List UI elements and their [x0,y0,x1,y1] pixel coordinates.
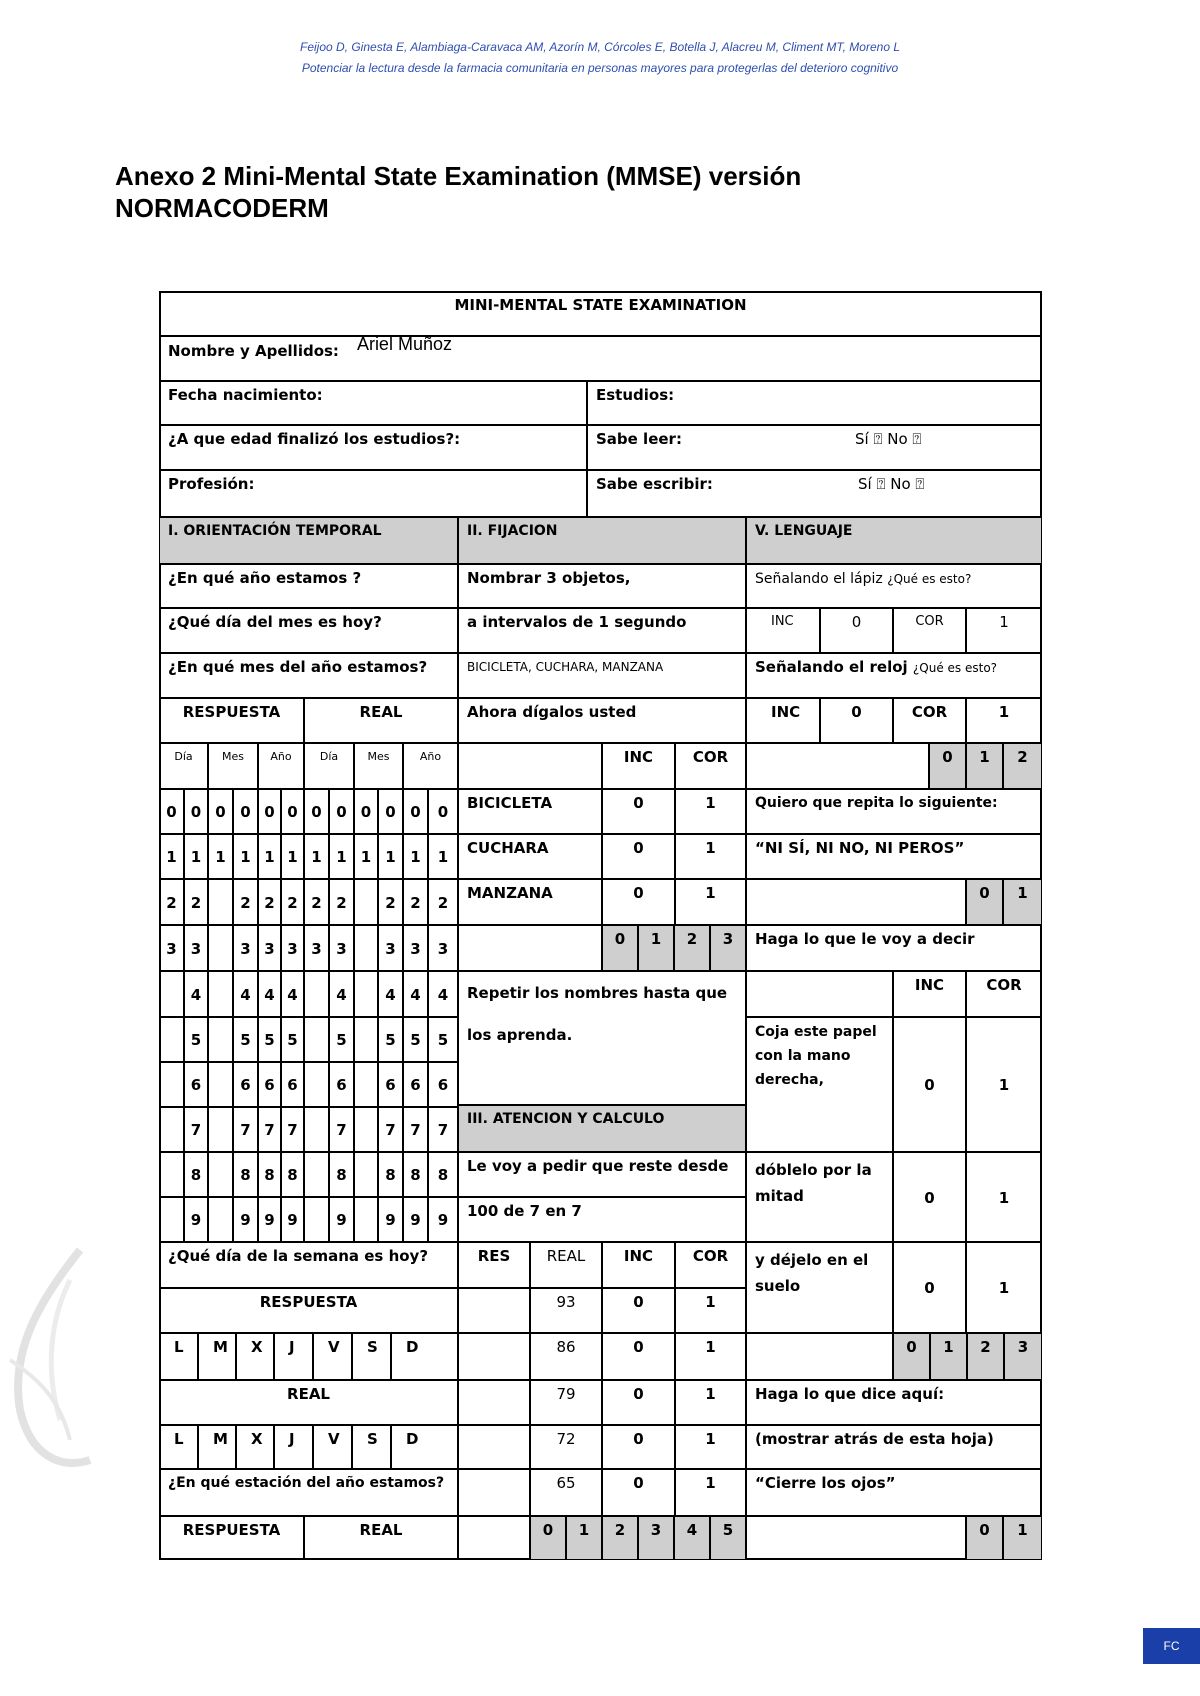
calc-score-option[interactable]: 1 [566,1516,602,1560]
calc-instruction-1: Le voy a pedir que reste desde [458,1152,746,1197]
date-digit-cell[interactable] [304,971,329,1017]
date-digit-cell[interactable]: 3 [304,925,329,971]
calc-inc-cell[interactable]: 0 [602,1333,675,1380]
date-digit-cell[interactable]: 4 [329,971,354,1017]
name-label: Nombre y Apellidos: [168,342,339,360]
date-digit-cell[interactable]: 7 [378,1107,403,1152]
date-digit-cell[interactable] [208,1152,233,1197]
q-month: ¿En qué mes del año estamos? [159,653,458,698]
date-digit-cell[interactable]: 0 [208,789,233,834]
date-digit-cell[interactable]: 5 [403,1017,428,1062]
date-digit-cell[interactable]: 7 [329,1107,354,1152]
date-digit-cell[interactable]: 6 [329,1062,354,1107]
q-day-of-month: ¿Qué día del mes es hoy? [159,608,458,653]
date-digit-cell[interactable] [354,971,378,1017]
authors-line: Feijoo D, Ginesta E, Alambiaga-Caravaca AM, Azorín M, Córcoles E, Botella J, Alacreu M, Climent MT, Moreno L [300,40,900,54]
date-digit-cell[interactable]: 4 [281,971,304,1017]
section-language-header: V. LENGUAJE [746,517,1042,564]
fixation-cor-cell[interactable]: 1 [675,834,746,879]
date-digit-cell[interactable]: 5 [329,1017,354,1062]
date-digit-cell[interactable]: 5 [233,1017,258,1062]
calc-inc-cell[interactable]: 0 [602,1469,675,1516]
date-digit-cell[interactable]: 8 [281,1152,304,1197]
lang-take-paper-cor[interactable]: 1 [966,1017,1042,1152]
calc-real-header: REAL [530,1242,602,1288]
fixation-score-option[interactable]: 0 [602,925,638,971]
calc-score-option[interactable]: 0 [530,1516,566,1560]
date-digit-cell[interactable] [304,1152,329,1197]
lang-read-score-option[interactable]: 1 [1003,1516,1042,1560]
date-digit-cell[interactable]: 0 [329,789,354,834]
date-digit-cell[interactable]: 9 [403,1197,428,1242]
lang-command-cor-header: COR [966,971,1042,1017]
calc-score-option[interactable]: 4 [674,1516,710,1560]
date-digit-cell[interactable]: 0 [281,789,304,834]
date-digit-cell[interactable] [208,1197,233,1242]
lang-take-paper-inc[interactable]: 0 [893,1017,966,1152]
lang-command-instruction: Haga lo que le voy a decir [746,925,1042,971]
date-digit-cell[interactable]: 6 [233,1062,258,1107]
date-digit-cell[interactable]: 1 [159,834,184,879]
date-digit-cell[interactable]: 3 [184,925,208,971]
calc-real-value: 72 [530,1425,602,1469]
date-digit-cell[interactable]: 2 [329,879,354,925]
date-digit-cell[interactable]: 0 [233,789,258,834]
season-respuesta-header: RESPUESTA [159,1516,304,1560]
date-digit-cell[interactable]: 9 [281,1197,304,1242]
date-digit-cell[interactable]: 7 [233,1107,258,1152]
date-digit-cell[interactable] [208,1107,233,1152]
date-digit-cell[interactable]: 2 [159,879,184,925]
lang-read-instruction: Haga lo que dice aquí: [746,1380,1042,1425]
date-digit-cell[interactable]: 4 [258,971,281,1017]
profession-field[interactable]: Profesión: [159,470,587,517]
lang-repeat-instruction: Quiero que repita lo siguiente: [746,789,1042,834]
section-orientation-header: I. ORIENTACIÓN TEMPORAL [159,517,458,564]
date-digit-cell[interactable]: 4 [233,971,258,1017]
calc-res-header: RES [458,1242,530,1288]
fixation-object: MANZANA [458,879,602,925]
weekday-option[interactable]: J [274,1333,313,1380]
calc-real-value: 86 [530,1333,602,1380]
fixation-score-blank [458,925,602,971]
calc-score-blank [458,1516,530,1560]
date-digit-cell[interactable]: 8 [428,1152,458,1197]
watermark-logo [0,1240,110,1480]
date-digit-cell[interactable] [354,1197,378,1242]
date-digit-cell[interactable]: 1 [258,834,281,879]
lang-watch-q: ¿Qué es esto? [912,661,998,675]
calc-res-cell[interactable] [458,1425,530,1469]
date-digit-cell[interactable] [159,1197,184,1242]
lang-watch-cor[interactable]: 1 [966,698,1042,743]
weekday-respuesta-header: RESPUESTA [159,1288,458,1333]
lang-pencil-inc-label: INC [746,608,820,653]
date-digit-cell[interactable]: 3 [233,925,258,971]
lang-pencil-q: ¿Qué es esto? [887,572,972,586]
repeat-line-2: los aprenda. [467,1026,573,1044]
lang-pencil-inc[interactable]: 0 [820,608,893,653]
can-read-field[interactable] [587,425,1042,470]
lang-fold: dóblelo por la mitad [746,1152,893,1242]
calc-real-value: 93 [530,1288,602,1333]
date-digit-cell[interactable]: 7 [281,1107,304,1152]
calc-res-cell[interactable] [458,1333,530,1380]
weekday-real-option[interactable]: M [198,1425,236,1469]
date-digit-cell[interactable] [159,971,184,1017]
lang-repeat-phrase: “NI SÍ, NI NO, NI PEROS” [746,834,1042,879]
date-digit-cell[interactable]: 8 [378,1152,403,1197]
weekday-real-option[interactable]: V [313,1425,352,1469]
date-digit-cell[interactable] [208,1062,233,1107]
lang-naming-score-option[interactable]: 0 [929,743,966,789]
calc-res-cell[interactable] [458,1469,530,1516]
date-digit-cell[interactable]: 6 [403,1062,428,1107]
date-digit-cell[interactable]: 3 [329,925,354,971]
lang-naming-score-blank [746,743,929,789]
lang-show-back: (mostrar atrás de esta hoja) [746,1425,1042,1469]
lang-command-score-blank [746,1333,893,1380]
date-digit-cell[interactable]: 2 [281,879,304,925]
date-digit-cell[interactable]: 3 [159,925,184,971]
date-digit-cell[interactable] [354,925,378,971]
date-digit-cell[interactable]: 6 [378,1062,403,1107]
date-digit-cell[interactable] [304,1197,329,1242]
fixation-instruction-1: Nombrar 3 objetos, [458,564,746,608]
fixation-score-option[interactable]: 1 [638,925,674,971]
date-digit-cell[interactable]: 7 [184,1107,208,1152]
calc-inc-cell[interactable]: 0 [602,1425,675,1469]
write-label: Sabe escribir: [596,475,713,493]
lang-watch-question [746,653,1042,698]
date-digit-cell[interactable]: 0 [378,789,403,834]
calc-res-cell[interactable] [458,1288,530,1333]
q-season: ¿En qué estación del año estamos? [159,1469,458,1516]
fixation-inc-header: INC [602,743,675,789]
date-digit-cell[interactable]: 1 [208,834,233,879]
fixation-inc-cell[interactable]: 0 [602,879,675,925]
date-digit-cell[interactable] [304,1062,329,1107]
date-column-header: Día [159,743,208,789]
fixation-inc-cell[interactable]: 0 [602,789,675,834]
date-digit-cell[interactable]: 9 [233,1197,258,1242]
date-digit-cell[interactable] [304,1017,329,1062]
footer-badge: FC [1143,1628,1200,1664]
weekday-option[interactable]: X [236,1333,274,1380]
lang-read-score-option[interactable]: 0 [966,1516,1003,1560]
repeat-line-1: Repetir los nombres hasta que [467,984,728,1002]
calc-cor-cell[interactable]: 1 [675,1469,746,1516]
date-digit-cell[interactable]: 0 [428,789,458,834]
lang-watch-inc[interactable]: 0 [820,698,893,743]
birth-date-field[interactable]: Fecha nacimiento: [159,381,587,425]
date-digit-cell[interactable] [354,1152,378,1197]
section-attention-header: III. ATENCION Y CALCULO [458,1105,746,1152]
calc-real-value: 65 [530,1469,602,1516]
lang-pencil-cor[interactable]: 1 [966,608,1042,653]
fixation-instruction-3: Ahora dígalos usted [458,698,746,743]
weekday-option[interactable]: V [313,1333,352,1380]
lang-pencil-question [746,564,1042,608]
date-digit-cell[interactable]: 8 [258,1152,281,1197]
weekday-option[interactable]: S [352,1333,391,1380]
date-digit-cell[interactable] [159,1062,184,1107]
calc-cor-cell[interactable]: 1 [675,1288,746,1333]
lang-command-score-option[interactable]: 2 [967,1333,1004,1380]
date-column-header: Mes [208,743,258,789]
weekday-real-option[interactable]: S [352,1425,391,1469]
lang-watch-inc-label: INC [746,698,820,743]
date-digit-cell[interactable]: 4 [428,971,458,1017]
fixation-cor-header: COR [675,743,746,789]
date-digit-cell[interactable] [354,1017,378,1062]
fixation-objects: BICICLETA, CUCHARA, MANZANA [458,653,746,698]
lang-command-score-option[interactable]: 0 [893,1333,930,1380]
date-digit-cell[interactable]: 6 [281,1062,304,1107]
respuesta-header: RESPUESTA [159,698,304,743]
date-digit-cell[interactable] [208,1017,233,1062]
date-digit-cell[interactable]: 2 [233,879,258,925]
date-digit-cell[interactable]: 6 [258,1062,281,1107]
date-digit-cell[interactable]: 0 [184,789,208,834]
calc-real-value: 79 [530,1380,602,1425]
fixation-object: CUCHARA [458,834,602,879]
lang-floor: y déjelo en el suelo [746,1242,893,1333]
calc-cor-cell[interactable]: 1 [675,1425,746,1469]
date-digit-cell[interactable]: 1 [233,834,258,879]
can-write-field[interactable] [587,470,1042,517]
lang-floor-cor[interactable]: 1 [966,1242,1042,1333]
subtitle-line: Potenciar la lectura desde la farmacia comunitaria en personas mayores para protegerlas del deterioro cognitivo [301,61,899,75]
lang-command-inc-header: INC [893,971,966,1017]
lang-repeat-score-option[interactable]: 1 [1003,879,1042,925]
weekday-real-header: REAL [159,1380,458,1425]
date-digit-cell[interactable]: 2 [304,879,329,925]
date-digit-cell[interactable]: 0 [258,789,281,834]
date-digit-cell[interactable]: 2 [403,879,428,925]
q-year: ¿En qué año estamos ? [159,564,458,608]
fixation-object: BICICLETA [458,789,602,834]
calc-instruction-2: 100 de 7 en 7 [458,1197,746,1242]
fixation-repeat-instruction [458,971,746,1105]
date-digit-cell[interactable]: 2 [184,879,208,925]
date-digit-cell[interactable]: 5 [258,1017,281,1062]
lang-take-paper: Coja este papel con la mano derecha, [746,1017,893,1152]
lang-naming-score-option[interactable]: 2 [1003,743,1042,789]
name-value[interactable]: Ariel Muñoz [356,336,452,354]
date-digit-cell[interactable] [208,879,233,925]
date-digit-cell[interactable]: 3 [258,925,281,971]
weekday-real-option[interactable]: J [274,1425,313,1469]
q-weekday: ¿Qué día de la semana es hoy? [159,1242,458,1288]
date-digit-cell[interactable]: 5 [281,1017,304,1062]
date-digit-cell[interactable]: 7 [403,1107,428,1152]
date-digit-cell[interactable]: 5 [428,1017,458,1062]
weekday-real-option[interactable]: D [391,1425,458,1469]
date-digit-cell[interactable]: 1 [428,834,458,879]
date-digit-cell[interactable]: 1 [184,834,208,879]
calc-inc-cell[interactable]: 0 [602,1380,675,1425]
date-digit-cell[interactable] [354,1062,378,1107]
calc-score-option[interactable]: 5 [710,1516,746,1560]
date-column-header: Mes [354,743,403,789]
lang-fold-cor[interactable]: 1 [966,1152,1042,1242]
calc-inc-cell[interactable]: 0 [602,1288,675,1333]
date-digit-cell[interactable]: 4 [378,971,403,1017]
lang-floor-inc[interactable]: 0 [893,1242,966,1333]
weekday-option[interactable]: D [391,1333,458,1380]
calc-cor-header: COR [675,1242,746,1288]
fixation-cor-cell[interactable]: 1 [675,789,746,834]
lang-repeat-score-blank [746,879,966,925]
calc-inc-header: INC [602,1242,675,1288]
date-digit-cell[interactable]: 2 [258,879,281,925]
write-options[interactable]: Sí ⍰ No ⍰ [858,475,925,493]
date-digit-cell[interactable]: 8 [329,1152,354,1197]
date-digit-cell[interactable]: 1 [304,834,329,879]
fixation-instruction-2: a intervalos de 1 segundo [458,608,746,653]
date-column-header: Año [403,743,458,789]
weekday-option[interactable]: M [198,1333,236,1380]
date-digit-cell[interactable]: 3 [281,925,304,971]
date-digit-cell[interactable]: 6 [428,1062,458,1107]
lang-pencil-cor-label: COR [893,608,966,653]
fixation-inc-cell[interactable]: 0 [602,834,675,879]
date-digit-cell[interactable]: 1 [354,834,378,879]
page-title: Anexo 2 Mini-Mental State Examination (MMSE) versión NORMACODERM [115,161,802,223]
date-digit-cell[interactable] [159,1152,184,1197]
lang-pencil-text: Señalando el lápiz [755,571,888,587]
date-digit-cell[interactable]: 3 [428,925,458,971]
date-digit-cell[interactable]: 0 [354,789,378,834]
calc-res-cell[interactable] [458,1380,530,1425]
date-digit-cell[interactable] [208,971,233,1017]
calc-score-option[interactable]: 2 [602,1516,638,1560]
lang-watch-cor-label: COR [893,698,966,743]
form-heading: MINI-MENTAL STATE EXAMINATION [159,291,1042,336]
date-digit-cell[interactable]: 3 [403,925,428,971]
lang-watch-text: Señalando el reloj [755,658,913,676]
weekday-real-option[interactable]: L [159,1425,198,1469]
date-digit-cell[interactable]: 1 [403,834,428,879]
date-column-header: Día [304,743,354,789]
fixation-score-option[interactable]: 3 [710,925,746,971]
date-digit-cell[interactable]: 1 [378,834,403,879]
lang-repeat-score-option[interactable]: 0 [966,879,1003,925]
date-digit-cell[interactable]: 8 [184,1152,208,1197]
date-digit-cell[interactable]: 8 [233,1152,258,1197]
date-digit-cell[interactable]: 0 [403,789,428,834]
date-digit-cell[interactable]: 9 [329,1197,354,1242]
date-digit-cell[interactable]: 7 [428,1107,458,1152]
date-column-header: Año [258,743,304,789]
date-digit-cell[interactable]: 8 [403,1152,428,1197]
fixation-score-option[interactable]: 2 [674,925,710,971]
lang-command-score-option[interactable]: 3 [1004,1333,1042,1380]
calc-cor-cell[interactable]: 1 [675,1380,746,1425]
real-header: REAL [304,698,458,743]
lang-naming-score-option[interactable]: 1 [966,743,1003,789]
date-digit-cell[interactable]: 1 [281,834,304,879]
date-digit-cell[interactable] [159,1017,184,1062]
weekday-real-option[interactable]: X [236,1425,274,1469]
season-real-header: REAL [304,1516,458,1560]
name-row[interactable] [159,336,1042,381]
date-digit-cell[interactable]: 9 [378,1197,403,1242]
fixation-cor-cell[interactable]: 1 [675,879,746,925]
date-digit-cell[interactable]: 4 [184,971,208,1017]
studies-field[interactable]: Estudios: [587,381,1042,425]
read-label: Sabe leer: [596,430,682,448]
calc-score-option[interactable]: 3 [638,1516,674,1560]
lang-read-score-blank [746,1516,966,1560]
weekday-option[interactable]: L [159,1333,198,1380]
date-digit-cell[interactable]: 5 [378,1017,403,1062]
lang-fold-inc[interactable]: 0 [893,1152,966,1242]
age-finished-field[interactable]: ¿A que edad finalizó los estudios?: [159,425,587,470]
fixation-blank [458,743,602,789]
date-digit-cell[interactable]: 4 [403,971,428,1017]
date-digit-cell[interactable]: 1 [329,834,354,879]
lang-command-score-option[interactable]: 1 [930,1333,967,1380]
date-digit-cell[interactable]: 0 [304,789,329,834]
date-digit-cell[interactable] [354,879,378,925]
date-digit-cell[interactable] [354,1107,378,1152]
date-digit-cell[interactable] [208,925,233,971]
date-digit-cell[interactable]: 9 [258,1197,281,1242]
date-digit-cell[interactable]: 6 [184,1062,208,1107]
lang-close-eyes: “Cierre los ojos” [746,1469,1042,1516]
date-digit-cell[interactable]: 9 [184,1197,208,1242]
date-digit-cell[interactable]: 3 [378,925,403,971]
date-digit-cell[interactable]: 7 [258,1107,281,1152]
date-digit-cell[interactable]: 2 [378,879,403,925]
read-options[interactable]: Sí ⍰ No ⍰ [855,430,922,448]
date-digit-cell[interactable]: 0 [159,789,184,834]
date-digit-cell[interactable] [159,1107,184,1152]
date-digit-cell[interactable]: 2 [428,879,458,925]
date-digit-cell[interactable] [304,1107,329,1152]
date-digit-cell[interactable]: 9 [428,1197,458,1242]
section-fixation-header: II. FIJACION [458,517,746,564]
date-digit-cell[interactable]: 5 [184,1017,208,1062]
calc-cor-cell[interactable]: 1 [675,1333,746,1380]
lang-command-blank [746,971,893,1017]
